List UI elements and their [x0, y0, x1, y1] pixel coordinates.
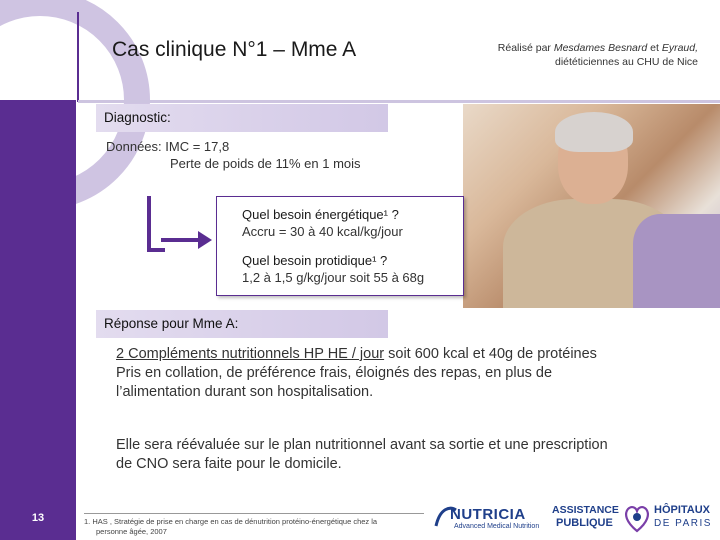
- needs-box: [216, 196, 464, 296]
- slide-title: Cas clinique N°1 – Mme A: [112, 38, 357, 61]
- aphp-line-1: ASSISTANCE: [552, 504, 619, 516]
- credit-author-2: Eyraud,: [661, 42, 698, 54]
- protein-need-title: Quel besoin protidique¹ ?: [242, 253, 388, 268]
- energy-need-title: Quel besoin énergétique¹ ?: [242, 207, 399, 222]
- photo-hair-shape: [555, 112, 633, 152]
- answer-para2-line1: Elle sera réévaluée sur le plan nutritionnel avant sa sortie et une prescription: [116, 437, 608, 453]
- credit-role: diététiciennes au CHU de Nice: [555, 56, 698, 68]
- header-vertical-divider: [77, 12, 79, 102]
- nutricia-tagline: Advanced Medical Nutrition: [454, 523, 540, 530]
- left-sidebar-band: [0, 100, 76, 540]
- answer-paragraph-2: [116, 436, 676, 474]
- footnote-divider: [84, 513, 424, 514]
- supplement-amount: soit 600 kcal et 40g de protéines: [384, 346, 597, 362]
- aphp-line-2: PUBLIQUE: [556, 517, 613, 529]
- nutricia-logo: [432, 502, 542, 534]
- diagnostic-weight-loss-line: Perte de poids de 11% en 1 mois: [170, 156, 361, 171]
- diagnostic-label: Diagnostic:: [104, 110, 171, 125]
- answer-para1-line3: l’alimentation durant son hospitalisation.: [116, 384, 374, 400]
- photo-caregiver-sleeve: [633, 214, 720, 308]
- arrow-bracket: [147, 196, 165, 252]
- credit-prefix: Réalisé par: [497, 42, 554, 54]
- answer-para2-line2: de CNO sera faite pour le domicile.: [116, 456, 342, 472]
- hp-line-2: DE PARIS: [654, 518, 712, 529]
- author-credit: [498, 41, 698, 69]
- answer-label: Réponse pour Mme A:: [104, 316, 239, 331]
- supplement-prescription: 2 Compléments nutritionnels HP HE / jour: [116, 346, 385, 362]
- credit-and: et: [647, 42, 662, 54]
- protein-need-value: 1,2 à 1,5 g/kg/jour soit 55 à 68g: [242, 270, 425, 285]
- arrow-head-icon: [198, 231, 212, 249]
- page-number: 13: [31, 512, 45, 524]
- energy-need-value: Accru = 30 à 40 kcal/kg/jour: [242, 224, 403, 239]
- answer-paragraph-1: [116, 345, 676, 402]
- footnote: [84, 517, 414, 537]
- aphp-logo: [550, 500, 720, 536]
- header-horizontal-divider: [78, 100, 720, 103]
- arrow-shaft: [161, 238, 201, 242]
- hp-line-1: HÔPITAUX: [654, 504, 711, 516]
- nutricia-name: NUTRICIA: [450, 506, 526, 523]
- footnote-line-2: personne âgée, 2007: [96, 527, 167, 536]
- credit-author-1: Mesdames Besnard: [553, 42, 648, 54]
- heart-hospital-icon: [622, 502, 652, 534]
- diagnostic-data-line: Données: IMC = 17,8: [106, 139, 230, 154]
- patient-photo: [463, 104, 720, 308]
- footnote-line-1: 1. HAS , Stratégie de prise en charge en cas de dénutrition protéino-énergétique chez la: [84, 517, 378, 526]
- answer-para1-line2: Pris en collation, de préférence frais, éloignés des repas, en plus de: [116, 365, 553, 381]
